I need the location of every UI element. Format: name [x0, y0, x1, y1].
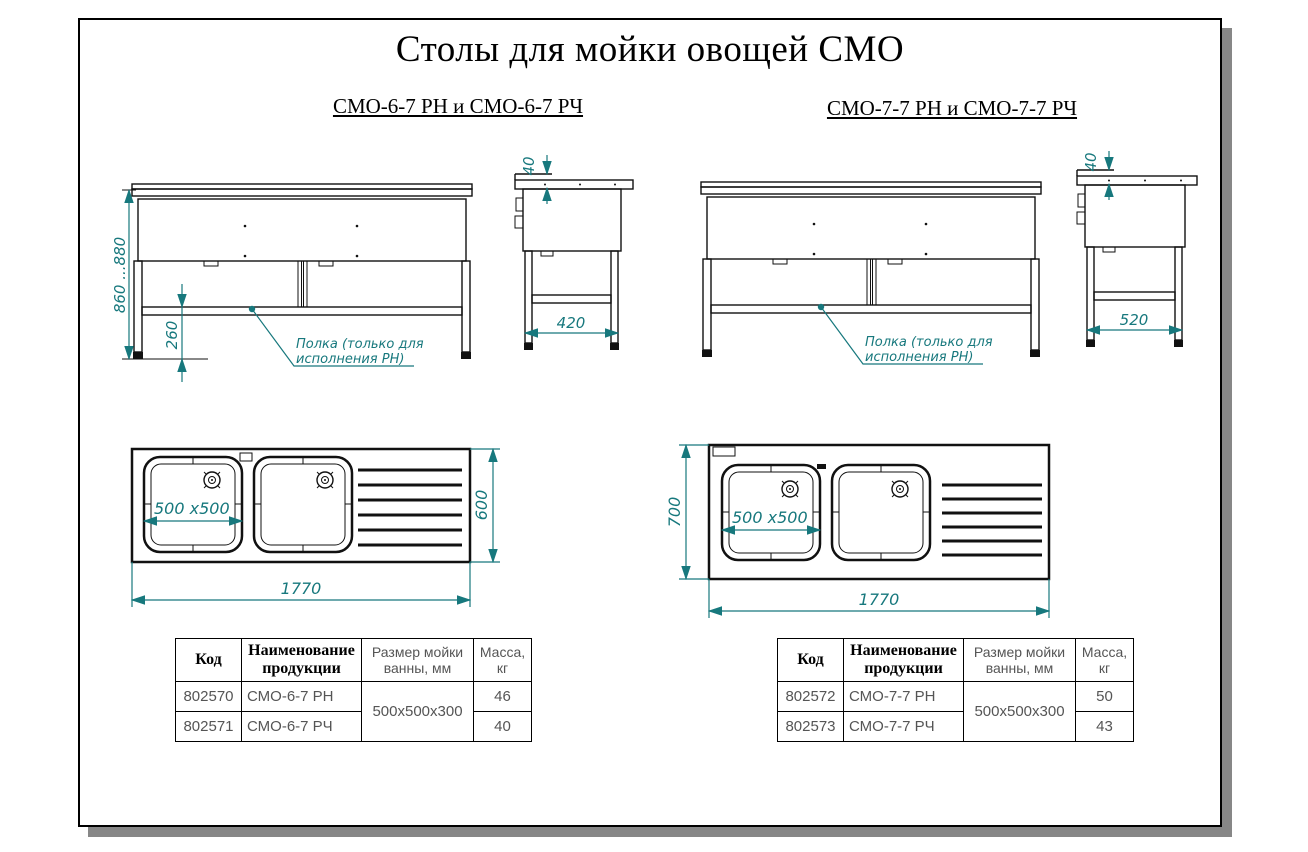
back-foot	[1086, 340, 1095, 347]
front-foot	[1174, 340, 1183, 347]
svg-text:40: 40	[520, 156, 538, 176]
header-row	[778, 639, 1134, 682]
sink-size-dimension	[144, 499, 242, 521]
drain-clip	[773, 259, 787, 264]
shelf	[532, 295, 611, 303]
product-name: СМО-7-7 РН	[844, 682, 964, 712]
svg-text:700: 700	[665, 496, 684, 528]
sink-size: 500х500х300	[964, 682, 1076, 742]
drain-clip	[888, 259, 902, 264]
left-leg	[703, 259, 711, 350]
drain-outlet	[1078, 194, 1085, 207]
drainboard-ribs	[942, 485, 1042, 555]
right-leg	[462, 261, 470, 352]
svg-text:Полка (только для: Полка (только для	[296, 337, 424, 352]
drain-icon	[204, 472, 220, 488]
back-leg	[525, 251, 532, 343]
table-row	[176, 682, 532, 712]
sink-size-dimension	[722, 508, 820, 530]
svg-text:Полка (только для: Полка (только для	[865, 335, 993, 350]
sink-bowl-2	[254, 457, 352, 552]
svg-text:520: 520	[1119, 311, 1149, 329]
depth-dimension	[470, 449, 500, 562]
right-spec-table	[777, 638, 1134, 742]
col-header-name: Наименование продукции	[242, 639, 362, 682]
table-row	[778, 682, 1134, 712]
drain-outlet	[516, 198, 523, 211]
svg-text:420: 420	[556, 314, 586, 332]
drainboard-ribs	[358, 470, 462, 545]
left-foot	[133, 352, 143, 359]
svg-text:860 ...880: 860 ...880	[111, 236, 129, 314]
svg-text:исполнения РН): исполнения РН)	[296, 352, 405, 367]
apron-panel	[1085, 185, 1185, 247]
product-code: 802572	[778, 682, 844, 712]
svg-text:260: 260	[163, 320, 181, 350]
left-leg	[134, 261, 142, 352]
depth-dimension	[525, 314, 618, 333]
rivet-dots	[544, 184, 616, 186]
drain-trap	[1077, 212, 1085, 224]
left-spec-table	[175, 638, 532, 742]
tabletop	[1077, 176, 1197, 185]
length-dimension	[709, 579, 1049, 618]
product-name: СМО-6-7 РН	[242, 682, 362, 712]
svg-text:40: 40	[1082, 152, 1100, 172]
overflow-mark	[817, 464, 826, 469]
right-top-view	[662, 434, 1060, 626]
col-header-code: Код	[176, 639, 242, 682]
product-mass: 40	[474, 712, 532, 742]
shelf-height-dimension	[163, 284, 182, 382]
product-mass: 46	[474, 682, 532, 712]
sink-size: 500х500х300	[362, 682, 474, 742]
middle-legs	[298, 261, 307, 307]
depth-dimension	[665, 445, 709, 579]
left-front-view	[111, 178, 488, 382]
table-row	[778, 712, 1134, 742]
svg-text:1770: 1770	[858, 590, 900, 609]
apron-panel	[138, 199, 466, 261]
shelf	[142, 307, 462, 315]
col-header-mass: Масса, кг	[474, 639, 532, 682]
svg-text:500 х500: 500 х500	[732, 508, 808, 527]
sink-bowl-2	[832, 465, 930, 560]
page-title: Столы для мойки овощей СМО	[395, 29, 905, 70]
apron-panel	[523, 189, 621, 251]
product-code: 802573	[778, 712, 844, 742]
left-foot	[702, 350, 712, 357]
right-foot	[1030, 350, 1040, 357]
right-model-subtitle: СМО-7-7 РН и СМО-7-7 РЧ	[826, 96, 1078, 120]
header-row	[176, 639, 532, 682]
front-foot	[610, 343, 619, 350]
col-header-mass: Масса, кг	[1076, 639, 1134, 682]
front-leg	[611, 251, 618, 343]
front-leg	[1175, 247, 1182, 340]
left-model-subtitle: СМО-6-7 РН и СМО-6-7 РЧ	[332, 94, 584, 118]
svg-text:1770: 1770	[280, 579, 322, 598]
right-foot	[461, 352, 471, 359]
product-name: СМО-6-7 РЧ	[242, 712, 362, 742]
tap-hole	[713, 447, 735, 456]
rivet-dots	[244, 225, 359, 258]
rivet-dots	[813, 223, 928, 256]
shelf	[1094, 292, 1175, 300]
apron-panel	[707, 197, 1035, 259]
drain-clip	[1103, 247, 1115, 252]
col-header-size: Размер мойки ванны, мм	[964, 639, 1076, 682]
back-leg	[1087, 247, 1094, 340]
right-front-view	[693, 176, 1049, 380]
product-code: 802570	[176, 682, 242, 712]
drain-icon	[317, 472, 333, 488]
drain-trap	[515, 216, 523, 228]
left-top-view	[114, 437, 518, 619]
svg-text:600: 600	[472, 489, 491, 521]
drain-icon	[892, 481, 908, 497]
right-leg	[1031, 259, 1039, 350]
tap-hole	[240, 453, 252, 461]
drain-clip	[541, 251, 553, 256]
table-row	[176, 712, 532, 742]
product-code: 802571	[176, 712, 242, 742]
depth-dimension	[1087, 311, 1182, 330]
height-dimension	[111, 190, 129, 359]
product-mass: 43	[1076, 712, 1134, 742]
drain-icon	[782, 481, 798, 497]
length-dimension	[132, 562, 470, 607]
shelf	[711, 305, 1031, 313]
rivet-dots	[1108, 180, 1182, 182]
tabletop	[132, 184, 472, 196]
back-foot	[524, 343, 533, 350]
svg-text:500 х500: 500 х500	[154, 499, 230, 518]
product-name: СМО-7-7 РЧ	[844, 712, 964, 742]
left-side-view	[505, 152, 653, 368]
drain-clip	[204, 261, 218, 266]
col-header-code: Код	[778, 639, 844, 682]
middle-legs	[867, 259, 876, 305]
drain-clip	[319, 261, 333, 266]
right-side-view	[1067, 148, 1215, 366]
svg-text:исполнения РН): исполнения РН)	[865, 350, 974, 365]
product-mass: 50	[1076, 682, 1134, 712]
drawing-sheet	[78, 18, 1222, 827]
tabletop	[701, 182, 1041, 194]
col-header-name: Наименование продукции	[844, 639, 964, 682]
col-header-size: Размер мойки ванны, мм	[362, 639, 474, 682]
